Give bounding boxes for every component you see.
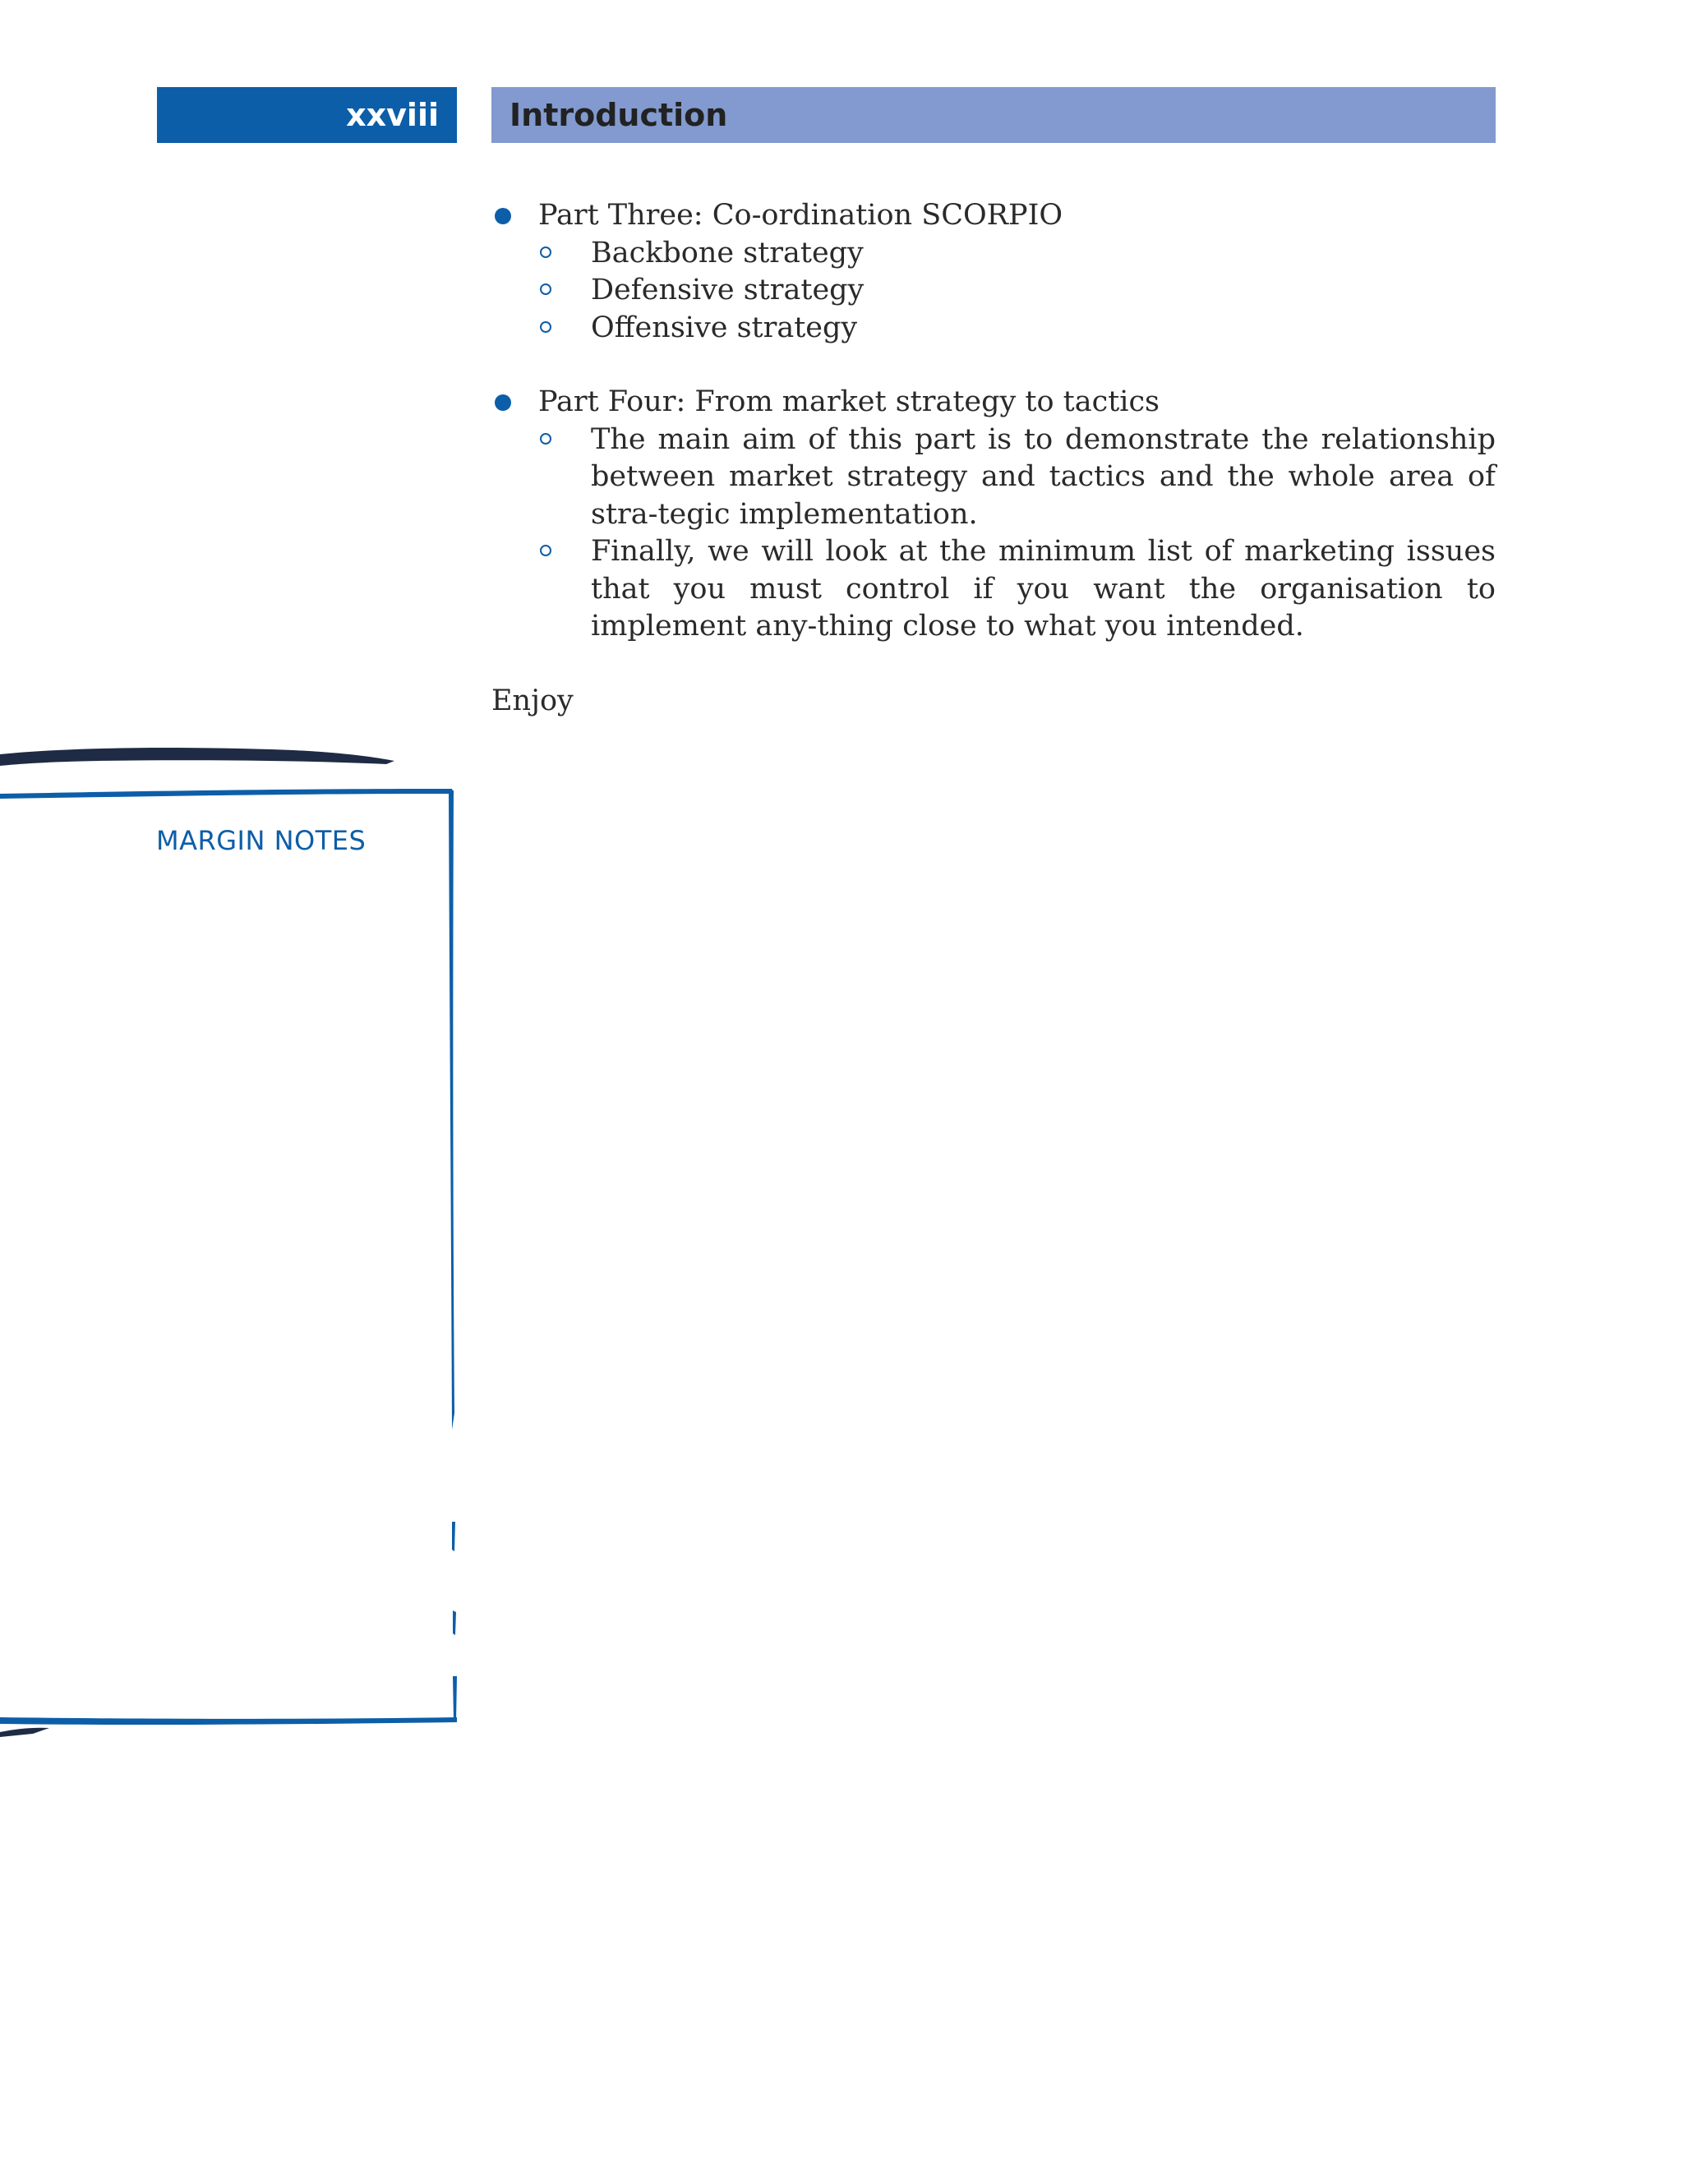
- circle-bullet-icon: [540, 283, 551, 295]
- body-text: [491, 197, 1496, 720]
- frame-right-edge-fragment: [453, 1610, 456, 1635]
- bullet-icon: [495, 394, 511, 411]
- part-four: [491, 384, 1496, 646]
- list-item-text: Defensive strategy: [591, 274, 865, 306]
- frame-right-edge-fragment: [453, 1676, 457, 1722]
- chapter-title: Introduction: [491, 87, 1496, 143]
- list-item-text: Backbone strategy: [591, 236, 864, 270]
- sub-list: [491, 235, 1496, 348]
- margin-notes-frame: [0, 740, 460, 1742]
- part-title: Part Four: From market strategy to tactics: [538, 385, 1160, 418]
- list-item: [491, 422, 1496, 534]
- brush-stroke-top: [0, 748, 394, 766]
- part-heading: [491, 384, 1496, 422]
- brush-stroke-bottom: [0, 1728, 49, 1737]
- circle-bullet-icon: [540, 321, 551, 333]
- sub-list: [491, 422, 1496, 646]
- list-item: [491, 310, 1496, 348]
- list-item: [491, 272, 1496, 310]
- frame-bottom-edge: [0, 1717, 457, 1725]
- part-three: [491, 197, 1496, 347]
- part-heading: [491, 197, 1496, 235]
- part-title: Part Three: Co-ordination SCORPIO: [538, 199, 1063, 232]
- list-item-text: Offensive strategy: [591, 311, 858, 344]
- frame-right-edge-fragment: [452, 1522, 455, 1551]
- closing-text: Enjoy: [491, 684, 574, 717]
- bullet-icon: [495, 208, 511, 224]
- list-item: [491, 533, 1496, 646]
- page-number: xxviii: [157, 87, 457, 143]
- list-item-text: The main aim of this part is to demonstrate the relationship between market strategy and tactics and the whole area of stra-tegic implementation.: [591, 422, 1496, 531]
- circle-bullet-icon: [540, 545, 551, 556]
- circle-bullet-icon: [540, 433, 551, 445]
- margin-notes-label: MARGIN NOTES: [156, 825, 367, 856]
- frame-right-edge: [449, 790, 454, 1430]
- list-item-text: Finally, we will look at the minimum list of marketing issues that you must control if you want the organisation to implement any-thing close to what you intended.: [591, 535, 1496, 643]
- circle-bullet-icon: [540, 247, 551, 258]
- frame-top-edge: [0, 789, 454, 799]
- list-item: [491, 235, 1496, 273]
